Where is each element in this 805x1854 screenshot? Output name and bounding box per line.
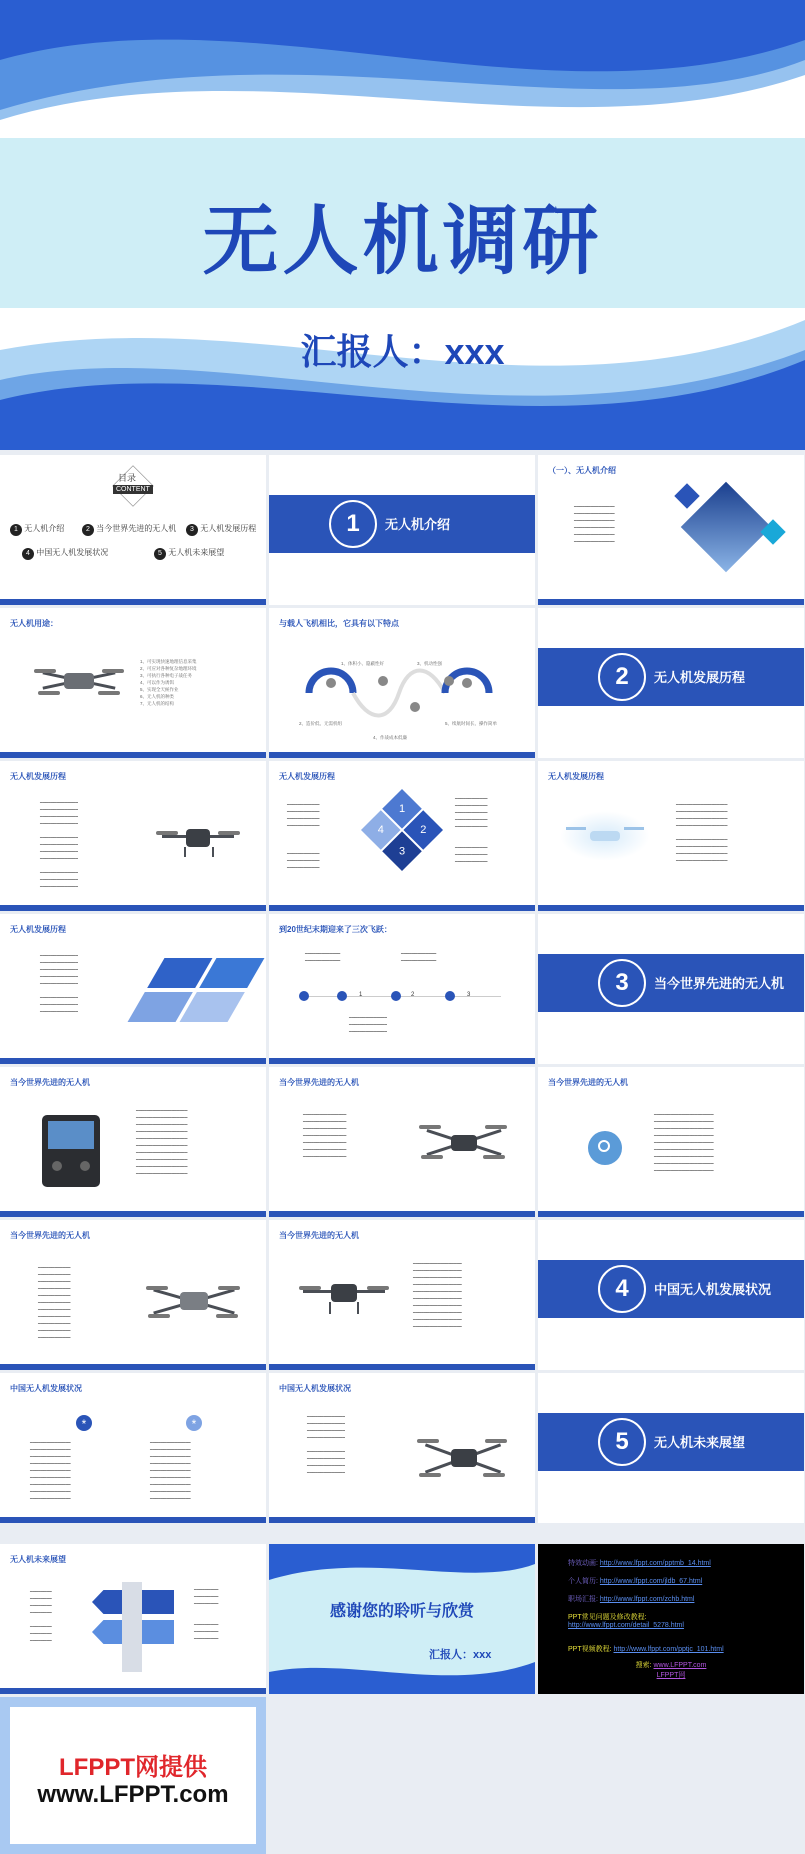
slide-title: 当今世界先进的无人机: [10, 1078, 90, 1087]
slide-title: 无人机发展历程: [10, 925, 66, 934]
link-row[interactable]: 个人简历: http://www.lfppt.com/jldb_67.html: [568, 1578, 703, 1585]
timeline-number: 1: [359, 992, 363, 998]
toc-slide: [0, 455, 266, 605]
world-slide-4: [0, 1220, 266, 1370]
paragraph: ━━━━━━━━━━━━━━━━━━━━━━ ━━━━━━━━━━━━━━━━━━━━━━ ━━━━━━━━━━━━━━━━━━━━━━ ━━━━━━━━━━━━━━━━━━━━━━ ━━━━━━━━━━━━━━━━━━━━━━ ━━━━━━━━━━━━━━━━━━━━━━ ━━━━━━━━━━━━━━━━━━━━━━ ━━━━━━━━━━━━━━━━━━━━━━ ━━━━━━━━━━━━━━━━━━━━━━: [654, 1112, 714, 1173]
drone-image: [156, 821, 240, 861]
paragraph: ━━━━━━━━━ ━━━━━━━━━ ━━━━━━━━━ ━━━━━━━━━ ━━━━━━━━━ ━━━━━━━━━: [194, 1587, 219, 1641]
links-slide: [538, 1544, 804, 1694]
history-slide-1: [0, 761, 266, 911]
slide-title: 当今世界先进的无人机: [10, 1231, 90, 1240]
paragraph: ━━━━━━━━━━━━━━━ ━━━━━━━━━━━━━━━ ━━━━━━━━━━━━━━━ ━━━━━━━━━━━━━━━ ━━━━━━━━━━━━━━━ ━━━━━━━━━━━━━━━ ━━━━━━━━━━━━━━━ ━━━━━━━━━━━━━━━ ━━━━━━━━━━━━━━━: [30, 1440, 71, 1501]
paragraph: ━━━━━━━━━━━━━━━ ━━━━━━━━━━━━━━━ ━━━━━━━━━━━━━━━ ━━━━━━━━━━━━━━━ ━━━━━━━━━━━━━━━ ━━━━━━━━━━━━━━━ ━━━━━━━━━━━━━━━ ━━━━━━━━━━━━━━━ ━━━━━━━━━━━━━━━: [150, 1440, 191, 1501]
section-slide-4: [538, 1220, 804, 1370]
thanks-reporter: 汇报人：xxx: [429, 1649, 492, 1661]
drone-image: [417, 1435, 509, 1481]
china-slide-2: [269, 1373, 535, 1523]
drone-image: [560, 811, 650, 861]
paragraph: ━━━━━━━━━━━━━━━━ ━━━━━━━━━━━━━━━━ ━━━━━━━━━━━━━━━━ ━━━━━━━━━━━━━━━━ ━━━━━━━━━━━━━━━━ ━━━━━━━━━━━━━━━━ ━━━━━━━━━━━━━━━━: [303, 1112, 347, 1159]
toc-item[interactable]: 3 无人机发展历程: [186, 523, 256, 536]
slide-title: 到20世纪末期迎来了三次飞跃：: [279, 925, 392, 934]
link-row[interactable]: PPT视频教程: http://www.lfppt.com/pptjc_101.html: [568, 1646, 724, 1653]
paragraph: ━━━━━━━━━━━━━ ━━━━━━━━━━━━━: [401, 951, 437, 963]
section-label: 当今世界先进的无人机: [654, 976, 785, 991]
block-diagram: [128, 958, 265, 1022]
toc-heading: 目录: [118, 473, 137, 483]
arrow-post: [122, 1582, 142, 1672]
thanks-slide: [269, 1544, 535, 1694]
section-slide-3: [538, 914, 804, 1064]
section-slide-5: [538, 1373, 804, 1523]
paragraph: ━━━━━━━━━━━━━━ ━━━━━━━━━━━━━━ ━━━━━━━━━━━━━━: [349, 1015, 387, 1034]
intro-slide: [538, 455, 804, 605]
future-slide: [0, 1544, 266, 1694]
paragraph: ━━━━━━━━━━━━━━━━━━━ ━━━━━━━━━━━━━━━━━━━ ━━━━━━━━━━━━━━━━━━━ ━━━━━━━━━━━━━━━━━━━ ━━━━━━━━━━━━━━━━━━━ ━━━━━━━━━━━━━━━━━━━ ━━━━━━━━━━━━━━━━━━━ ━━━━━━━━━━━━━━━━━━━ ━━━━━━━━━━━━━━━━━━━ ━━━━━━━━━━━━━━━━━━━: [136, 1108, 188, 1176]
section-number: 1: [329, 500, 377, 548]
world-slide-5: [269, 1220, 535, 1370]
timeline-number: 3: [467, 992, 471, 998]
compare-point: 5、续航时间长、操作简单: [445, 721, 498, 726]
paragraph: ━━━━━━━━ ━━━━━━━━ ━━━━━━━━ ━━━━━━━━ ━━━━━━━━ ━━━━━━━━ ━━━━━━━━: [30, 1589, 52, 1643]
usage-slide: [0, 608, 266, 758]
paragraph: ━━━━━━━━━━━━━━ ━━━━━━━━━━━━━━ ━━━━━━━━━━━━━━ ━━━━━━━━━━━━━━ ━━━━━━━━━━━━━━ ━━━━━━━━━━━━━━ ━━━━━━━━━━━━━━ ━━━━━━━━━━━━━━: [40, 953, 78, 1014]
toc-heading-en: CONTENT: [113, 485, 153, 494]
paragraph: ━━━━━━━━━━━━━━━━━━ ━━━━━━━━━━━━━━━━━━ ━━━━━━━━━━━━━━━━━━ ━━━━━━━━━━━━━━━━━━ ━━━━━━━━━━━━━━━━━━ ━━━━━━━━━━━━━━━━━━ ━━━━━━━━━━━━━━━━━━ ━━━━━━━━━━━━━━━━━━ ━━━━━━━━━━━━━━━━━━ ━━━━━━━━━━━━━━━━━━: [413, 1261, 462, 1329]
slide-title: 无人机发展历程: [548, 772, 604, 781]
drone-image: [34, 663, 124, 703]
usage-list: 1、可实现快速地理信息采集 2、可应对各种复杂地理环境 3、可执行各种电子战任务 4、可以作为诱饵 5、实现全天候作业 6、无人机的种类 7、无人机的结构: [140, 659, 197, 706]
drone-image: [299, 1276, 389, 1320]
asterisk-icon: *: [186, 1415, 202, 1431]
slide-title: 当今世界先进的无人机: [548, 1078, 628, 1087]
three-flights-slide: [269, 914, 535, 1064]
paragraph: ━━━━━━━━━━━━ ━━━━━━━━━━━━ ━━━━━━━━━━━━ ━━━━━━━━━━━━ ━━━━━━━━━━━━ ━━━━━━━━━━━━ ━━━━━━━━━━━━ ━━━━━━━━━━━━ ━━━━━━━━━━━━ ━━━━━━━━━━━━ ━━━━━━━━━━━━: [38, 1265, 71, 1340]
world-slide-1: [0, 1067, 266, 1217]
section-slide-2: [538, 608, 804, 758]
paragraph: ━━━━━━━━━━━━━━ ━━━━━━━━━━━━━━ ━━━━━━━━━━━━━━ ━━━━━━━━━━━━━━ ━━━━━━━━━━━━━━ ━━━━━━━━━━━━━━ ━━━━━━━━━━━━━━ ━━━━━━━━━━━━━━: [307, 1414, 345, 1475]
slide-title: 与载人飞机相比，它具有以下特点: [279, 619, 399, 628]
reporter-line: 汇报人：xxx: [300, 331, 505, 372]
promo-line-2: www.LFPPT.com: [37, 1781, 229, 1808]
home-icon: [674, 483, 699, 508]
link-row[interactable]: 特效动画: http://www.lfppt.com/pptmb_14.html: [568, 1560, 711, 1567]
toc-item[interactable]: 1 无人机介绍: [10, 523, 64, 536]
search-icon: [588, 1131, 622, 1165]
timeline-dot: [299, 991, 309, 1001]
section-label: 中国无人机发展状况: [654, 1282, 772, 1297]
compare-point: 3、机动性强: [417, 661, 443, 666]
section-number: 2: [598, 653, 646, 701]
compare-point: 1、体积小、隐蔽性好: [341, 661, 385, 666]
timeline-line: [305, 996, 501, 997]
history-slide-2: [269, 761, 535, 911]
drone-image: [419, 1121, 509, 1165]
brand-link[interactable]: LFPPT网: [656, 1672, 686, 1679]
compare-point: 4、作战成本低廉: [373, 735, 408, 740]
title-slide: [0, 0, 805, 450]
history-slide-4: [0, 914, 266, 1064]
thanks-title: 感谢您的聆听与欣赏: [329, 1603, 474, 1620]
slide-title: 当今世界先进的无人机: [279, 1231, 359, 1240]
china-slide-1: [0, 1373, 266, 1523]
paragraph: ━━━━━━━━━━━━━ ━━━━━━━━━━━━━: [305, 951, 341, 963]
paragraph: ━━━━━━━━━━━━━━ ━━━━━━━━━━━━━━ ━━━━━━━━━━━━━━ ━━━━━━━━━━━━━━ ━━━━━━━━━━━━━━ ━━━━━━━━━━━━━━ ━━━━━━━━━━━━━━ ━━━━━━━━━━━━━━ ━━━━━━━━━━━━━━ ━━━━━━━━━━━━━━ ━━━━━━━━━━━━━━: [40, 800, 78, 889]
paragraph: ━━━━━━━━━━━━━━━ ━━━━━━━━━━━━━━━ ━━━━━━━━━━━━━━━ ━━━━━━━━━━━━━━━ ━━━━━━━━━━━━━━━ ━━━━━━━━━━━━━━━: [574, 504, 615, 544]
toc-item[interactable]: 2 当今世界先进的无人机: [82, 523, 176, 536]
asterisk-icon: *: [76, 1415, 92, 1431]
paragraph: ━━━━━━━━━━━━━━━━━━━ ━━━━━━━━━━━━━━━━━━━ ━━━━━━━━━━━━━━━━━━━ ━━━━━━━━━━━━━━━━━━━ ━━━━━━━━━━━━━━━━━━━ ━━━━━━━━━━━━━━━━━━━ ━━━━━━━━━━━━━━━━━━━ ━━━━━━━━━━━━━━━━━━━: [676, 802, 728, 863]
slide-title: 无人机用途：: [10, 619, 58, 628]
slide-title: 无人机发展历程: [10, 772, 66, 781]
slide-title: 无人机未来展望: [10, 1555, 66, 1564]
promo-line-1: LFPPT网提供: [59, 1754, 207, 1781]
drone-image: [146, 1280, 242, 1326]
slide-title: 无人机发展历程: [279, 772, 335, 781]
slide-title: 中国无人机发展状况: [10, 1384, 82, 1393]
controller-image: [42, 1115, 100, 1187]
wave-diagram: [299, 663, 499, 723]
link-row[interactable]: PPT常见问题及修改教程: http://www.lfppt.com/detail_5278.html: [568, 1614, 684, 1629]
section-number: 4: [598, 1265, 646, 1313]
timeline-number: 2: [411, 992, 415, 998]
promo-slide: [0, 1697, 266, 1854]
search-row[interactable]: 搜索: www.LFPPT.com: [635, 1662, 707, 1669]
history-slide-3: [538, 761, 804, 911]
section-label: 无人机介绍: [385, 517, 451, 532]
slide-title: 中国无人机发展状况: [279, 1384, 351, 1393]
slide-title: （一）、无人机介绍: [548, 466, 616, 475]
compare-slide: [269, 608, 535, 758]
compare-point: 2、造价低、无需机组: [299, 721, 343, 726]
toc-item[interactable]: 4 中国无人机发展状况: [22, 547, 108, 560]
link-row[interactable]: 职场汇报: http://www.lfppt.com/zchb.html: [568, 1596, 695, 1603]
world-slide-3: [538, 1067, 804, 1217]
paragraph: ━━━━━━━━━━━━ ━━━━━━━━━━━━ ━━━━━━━━━━━━ ━━━━━━━━━━━━ ━━━━━━━━━━━━ ━━━━━━━━━━━━ ━━━━━━━━━━━━ ━━━━━━━━━━━━: [455, 796, 488, 864]
toc-item[interactable]: 5 无人机未来展望: [154, 547, 224, 560]
slide-title: 当今世界先进的无人机: [279, 1078, 359, 1087]
world-slide-2: [269, 1067, 535, 1217]
numbered-diamond: 1 2 4 3: [361, 789, 443, 871]
paragraph: ━━━━━━━━━━━━ ━━━━━━━━━━━━ ━━━━━━━━━━━━ ━━━━━━━━━━━━ ━━━━━━━━━━━━ ━━━━━━━━━━━━ ━━━━━━━━━━━━: [287, 802, 320, 870]
main-title: 无人机调研: [202, 199, 603, 284]
section-label: 无人机发展历程: [654, 670, 746, 685]
section-label: 无人机未来展望: [654, 1435, 746, 1450]
section-number: 5: [598, 1418, 646, 1466]
section-slide-1: [269, 455, 535, 605]
section-number: 3: [598, 959, 646, 1007]
